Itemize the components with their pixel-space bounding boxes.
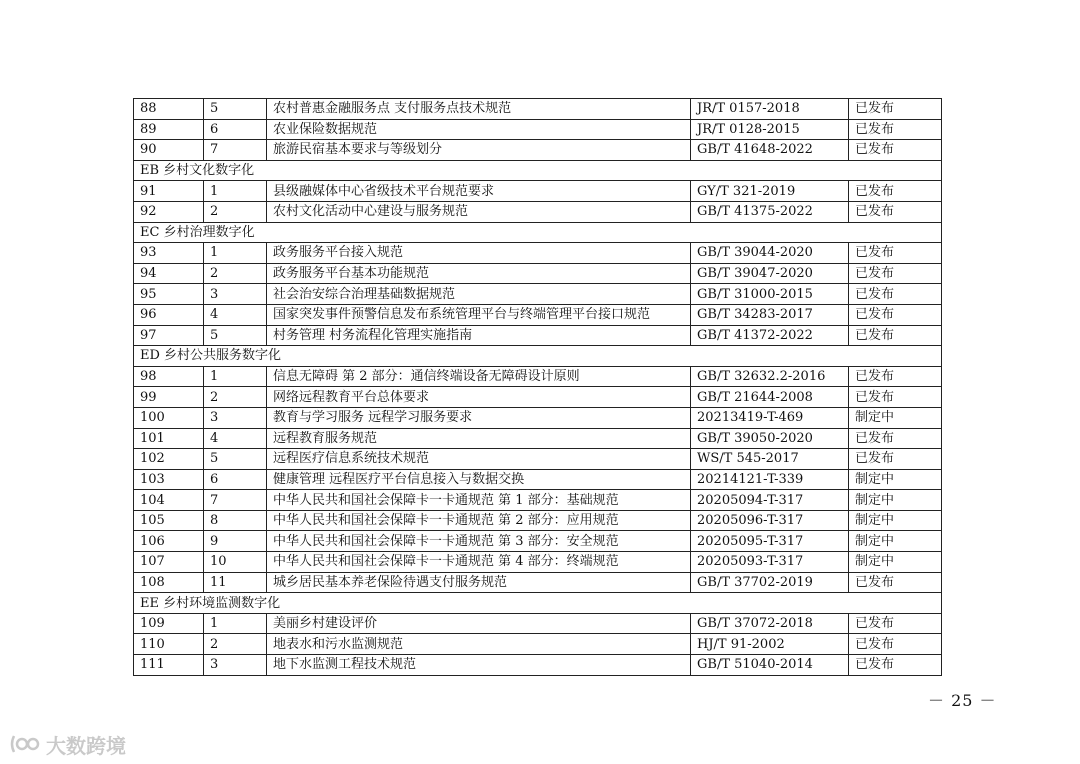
standard-name-cell: 农业保险数据规范: [267, 119, 691, 140]
row-number-cell: 100: [134, 407, 204, 428]
sub-number-cell: 2: [204, 263, 267, 284]
row-number-cell: 104: [134, 490, 204, 511]
status-cell: 已发布: [849, 572, 942, 593]
status-cell: 已发布: [849, 140, 942, 161]
standard-code-cell: 20213419-T-469: [691, 407, 849, 428]
standard-name-cell: 中华人民共和国社会保障卡一卡通规范 第 3 部分：安全规范: [267, 531, 691, 552]
section-header-row: [134, 593, 942, 614]
table-row: [134, 552, 942, 573]
row-number-cell: 98: [134, 366, 204, 387]
standard-code-cell: GB/T 41375-2022: [691, 201, 849, 222]
status-cell: 已发布: [849, 263, 942, 284]
standard-name-cell: 中华人民共和国社会保障卡一卡通规范 第 2 部分：应用规范: [267, 510, 691, 531]
status-cell: 已发布: [849, 387, 942, 408]
row-number-cell: 103: [134, 469, 204, 490]
status-cell: 已发布: [849, 201, 942, 222]
row-number-cell: 90: [134, 140, 204, 161]
standard-name-cell: 政务服务平台基本功能规范: [267, 263, 691, 284]
section-title: EB 乡村文化数字化: [134, 160, 942, 181]
standard-code-cell: GB/T 39050-2020: [691, 428, 849, 449]
standard-name-cell: 远程医疗信息系统技术规范: [267, 449, 691, 470]
sub-number-cell: 2: [204, 201, 267, 222]
standard-code-cell: GB/T 37072-2018: [691, 613, 849, 634]
standard-code-cell: 20214121-T-339: [691, 469, 849, 490]
standard-name-cell: 村务管理 村务流程化管理实施指南: [267, 325, 691, 346]
status-cell: 已发布: [849, 99, 942, 120]
row-number-cell: 88: [134, 99, 204, 120]
table-row: [134, 490, 942, 511]
standard-code-cell: GB/T 39047-2020: [691, 263, 849, 284]
row-number-cell: 108: [134, 572, 204, 593]
standard-name-cell: 中华人民共和国社会保障卡一卡通规范 第 4 部分：终端规范: [267, 552, 691, 573]
status-cell: 已发布: [849, 181, 942, 202]
standard-name-cell: 县级融媒体中心省级技术平台规范要求: [267, 181, 691, 202]
row-number-cell: 106: [134, 531, 204, 552]
row-number-cell: 102: [134, 449, 204, 470]
sub-number-cell: 2: [204, 387, 267, 408]
standard-name-cell: 政务服务平台接入规范: [267, 243, 691, 264]
table-row: [134, 387, 942, 408]
standard-code-cell: GB/T 32632.2-2016: [691, 366, 849, 387]
status-cell: 已发布: [849, 284, 942, 305]
status-cell: 制定中: [849, 552, 942, 573]
table-row: [134, 572, 942, 593]
standard-name-cell: 教育与学习服务 远程学习服务要求: [267, 407, 691, 428]
status-cell: 已发布: [849, 655, 942, 676]
table-row: [134, 510, 942, 531]
status-cell: 制定中: [849, 510, 942, 531]
sub-number-cell: 3: [204, 284, 267, 305]
section-title: ED 乡村公共服务数字化: [134, 346, 942, 367]
standard-code-cell: GB/T 37702-2019: [691, 572, 849, 593]
standard-code-cell: GB/T 31000-2015: [691, 284, 849, 305]
status-cell: 已发布: [849, 366, 942, 387]
row-number-cell: 105: [134, 510, 204, 531]
standard-name-cell: 美丽乡村建设评价: [267, 613, 691, 634]
sub-number-cell: 7: [204, 140, 267, 161]
sub-number-cell: 2: [204, 634, 267, 655]
row-number-cell: 96: [134, 304, 204, 325]
standard-code-cell: WS/T 545-2017: [691, 449, 849, 470]
sub-number-cell: 1: [204, 613, 267, 634]
table-row: [134, 428, 942, 449]
page-number: － 25 －: [928, 691, 997, 710]
table-row: [134, 99, 942, 120]
row-number-cell: 110: [134, 634, 204, 655]
sub-number-cell: 11: [204, 572, 267, 593]
table-row: [134, 304, 942, 325]
table-row: [134, 263, 942, 284]
status-cell: 已发布: [849, 325, 942, 346]
standard-code-cell: GB/T 41648-2022: [691, 140, 849, 161]
status-cell: 已发布: [849, 304, 942, 325]
row-number-cell: 94: [134, 263, 204, 284]
row-number-cell: 111: [134, 655, 204, 676]
standard-code-cell: GY/T 321-2019: [691, 181, 849, 202]
row-number-cell: 99: [134, 387, 204, 408]
table-row: [134, 407, 942, 428]
status-cell: 制定中: [849, 531, 942, 552]
standards-table: [133, 98, 942, 676]
status-cell: 制定中: [849, 469, 942, 490]
table-row: [134, 201, 942, 222]
standard-code-cell: HJ/T 91-2002: [691, 634, 849, 655]
standard-code-cell: GB/T 39044-2020: [691, 243, 849, 264]
table-row: [134, 613, 942, 634]
sub-number-cell: 4: [204, 304, 267, 325]
sub-number-cell: 6: [204, 469, 267, 490]
sub-number-cell: 5: [204, 449, 267, 470]
table-row: [134, 449, 942, 470]
row-number-cell: 101: [134, 428, 204, 449]
sub-number-cell: 7: [204, 490, 267, 511]
section-title: EC 乡村治理数字化: [134, 222, 942, 243]
table-row: [134, 181, 942, 202]
sub-number-cell: 5: [204, 99, 267, 120]
standard-code-cell: JR/T 0157-2018: [691, 99, 849, 120]
table-row: [134, 469, 942, 490]
standard-code-cell: 20205093-T-317: [691, 552, 849, 573]
standard-name-cell: 地表水和污水监测规范: [267, 634, 691, 655]
standard-name-cell: 旅游民宿基本要求与等级划分: [267, 140, 691, 161]
row-number-cell: 97: [134, 325, 204, 346]
table-row: [134, 243, 942, 264]
table-row: [134, 119, 942, 140]
row-number-cell: 89: [134, 119, 204, 140]
status-cell: 已发布: [849, 634, 942, 655]
standard-name-cell: 健康管理 远程医疗平台信息接入与数据交换: [267, 469, 691, 490]
section-title: EE 乡村环境监测数字化: [134, 593, 942, 614]
row-number-cell: 93: [134, 243, 204, 264]
row-number-cell: 109: [134, 613, 204, 634]
table-row: [134, 140, 942, 161]
standard-name-cell: 网络远程教育平台总体要求: [267, 387, 691, 408]
standard-name-cell: 国家突发事件预警信息发布系统管理平台与终端管理平台接口规范: [267, 304, 691, 325]
standard-name-cell: 远程教育服务规范: [267, 428, 691, 449]
sub-number-cell: 4: [204, 428, 267, 449]
section-header-row: [134, 160, 942, 181]
standard-name-cell: 地下水监测工程技术规范: [267, 655, 691, 676]
standard-name-cell: 信息无障碍 第 2 部分：通信终端设备无障碍设计原则: [267, 366, 691, 387]
sub-number-cell: 5: [204, 325, 267, 346]
sub-number-cell: 8: [204, 510, 267, 531]
row-number-cell: 107: [134, 552, 204, 573]
section-header-row: [134, 222, 942, 243]
status-cell: 制定中: [849, 490, 942, 511]
standards-table-body: [134, 99, 942, 676]
status-cell: 已发布: [849, 449, 942, 470]
status-cell: 已发布: [849, 243, 942, 264]
row-number-cell: 91: [134, 181, 204, 202]
watermark-logo-icon: [8, 732, 42, 756]
sub-number-cell: 1: [204, 366, 267, 387]
status-cell: 已发布: [849, 428, 942, 449]
sub-number-cell: 1: [204, 243, 267, 264]
standard-code-cell: 20205095-T-317: [691, 531, 849, 552]
watermark: [8, 731, 126, 757]
table-row: [134, 655, 942, 676]
standard-code-cell: 20205096-T-317: [691, 510, 849, 531]
standard-name-cell: 城乡居民基本养老保险待遇支付服务规范: [267, 572, 691, 593]
standard-name-cell: 农村文化活动中心建设与服务规范: [267, 201, 691, 222]
status-cell: 制定中: [849, 407, 942, 428]
row-number-cell: 95: [134, 284, 204, 305]
sub-number-cell: 9: [204, 531, 267, 552]
status-cell: 已发布: [849, 613, 942, 634]
table-row: [134, 325, 942, 346]
sub-number-cell: 3: [204, 655, 267, 676]
watermark-text: 大数跨境: [46, 733, 126, 758]
standard-name-cell: 农村普惠金融服务点 支付服务点技术规范: [267, 99, 691, 120]
sub-number-cell: 10: [204, 552, 267, 573]
standard-name-cell: 中华人民共和国社会保障卡一卡通规范 第 1 部分：基础规范: [267, 490, 691, 511]
standard-code-cell: 20205094-T-317: [691, 490, 849, 511]
sub-number-cell: 1: [204, 181, 267, 202]
standard-code-cell: JR/T 0128-2015: [691, 119, 849, 140]
table-row: [134, 366, 942, 387]
section-header-row: [134, 346, 942, 367]
standard-code-cell: GB/T 21644-2008: [691, 387, 849, 408]
row-number-cell: 92: [134, 201, 204, 222]
sub-number-cell: 3: [204, 407, 267, 428]
table-row: [134, 634, 942, 655]
standard-code-cell: GB/T 51040-2014: [691, 655, 849, 676]
standard-code-cell: GB/T 34283-2017: [691, 304, 849, 325]
table-row: [134, 531, 942, 552]
standard-name-cell: 社会治安综合治理基础数据规范: [267, 284, 691, 305]
standard-code-cell: GB/T 41372-2022: [691, 325, 849, 346]
sub-number-cell: 6: [204, 119, 267, 140]
table-row: [134, 284, 942, 305]
status-cell: 已发布: [849, 119, 942, 140]
